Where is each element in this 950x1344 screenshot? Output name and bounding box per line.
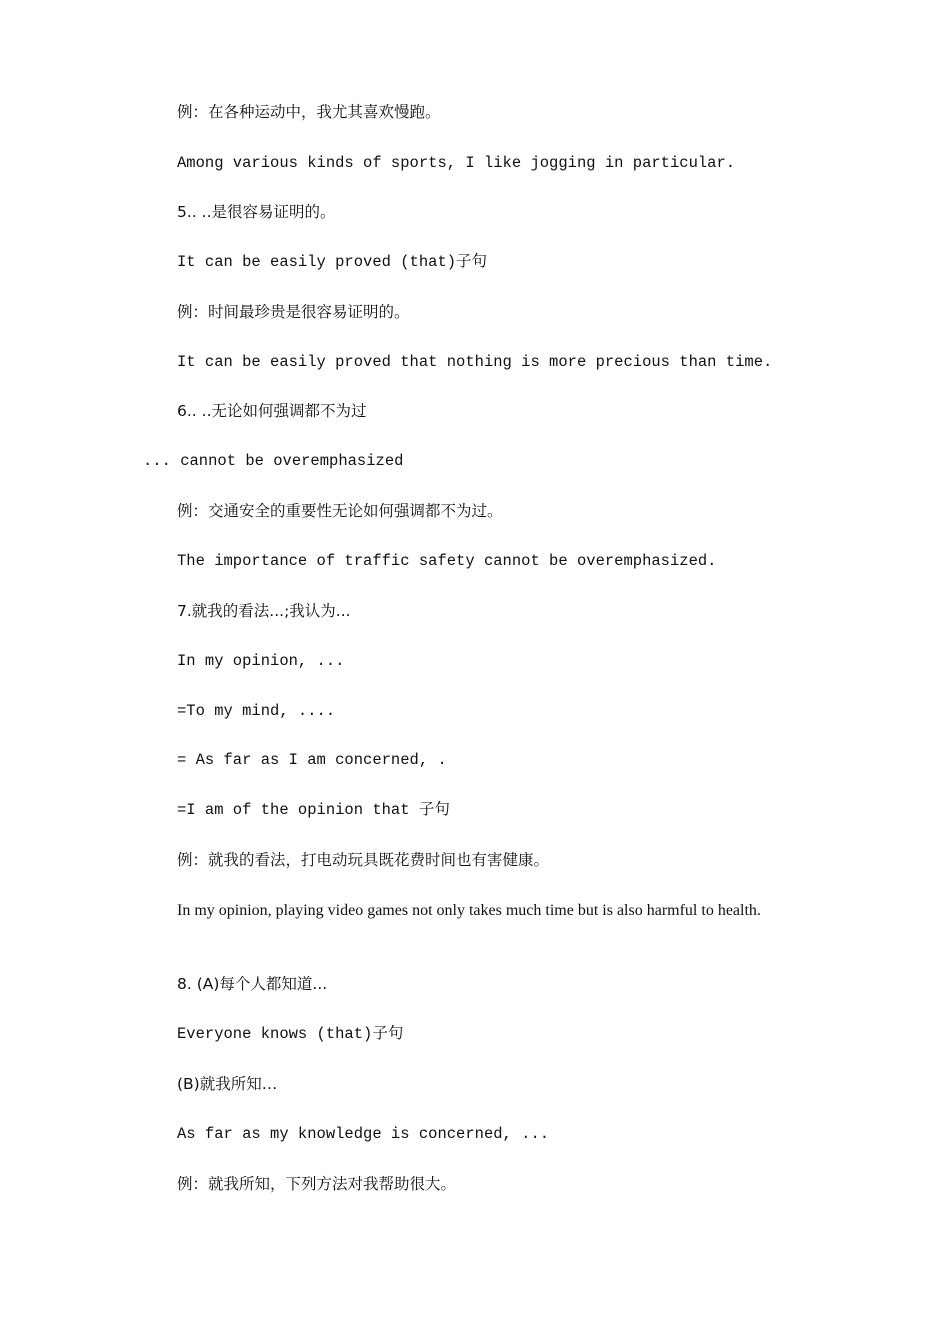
phrase-8b-pattern: As far as my knowledge is concerned, ... <box>177 1125 550 1143</box>
example-traffic-chinese: 例：交通安全的重要性无论如何强调都不为过。 <box>177 502 503 520</box>
phrase-7-pattern-c: = As far as I am concerned, . <box>177 751 447 769</box>
phrase-7-heading: 7.就我的看法...;我认为... <box>177 602 351 620</box>
phrase-6-heading: 6.. ..无论如何强调都不为过 <box>177 402 367 420</box>
phrase-8a-pattern: Everyone knows (that)子句 <box>177 1025 404 1043</box>
phrase-7-pattern-d: =I am of the opinion that 子句 <box>177 801 450 819</box>
phrase-7-pattern-a: In my opinion, ... <box>177 652 345 670</box>
example-methods-chinese: 例：就我所知，下列方法对我帮助很大。 <box>177 1175 457 1193</box>
phrase-5-pattern: It can be easily proved (that)子句 <box>177 253 488 271</box>
phrase-6-pattern: ... cannot be overemphasized <box>143 452 404 470</box>
phrase-8b-heading: (B)就我所知… <box>177 1075 278 1093</box>
example-games-english: In my opinion, playing video games not only takes much time but is also harmful to health. <box>177 902 761 919</box>
example-time-english: It can be easily proved that nothing is more precious than time. <box>177 353 773 371</box>
phrase-5-heading: 5.. ..是很容易证明的。 <box>177 203 336 221</box>
example-jogging-english: Among various kinds of sports, I like jogging in particular. <box>177 154 736 172</box>
phrase-8a-heading: 8. (A)每个人都知道... <box>177 975 328 993</box>
phrase-7-pattern-b: =To my mind, .... <box>177 702 336 720</box>
example-time-chinese: 例：时间最珍贵是很容易证明的。 <box>177 303 410 321</box>
example-traffic-english: The importance of traffic safety cannot be overemphasized. <box>177 552 717 570</box>
example-jogging-chinese: 例：在各种运动中，我尤其喜欢慢跑。 <box>177 103 441 121</box>
example-games-chinese: 例：就我的看法，打电动玩具既花费时间也有害健康。 <box>177 851 550 869</box>
